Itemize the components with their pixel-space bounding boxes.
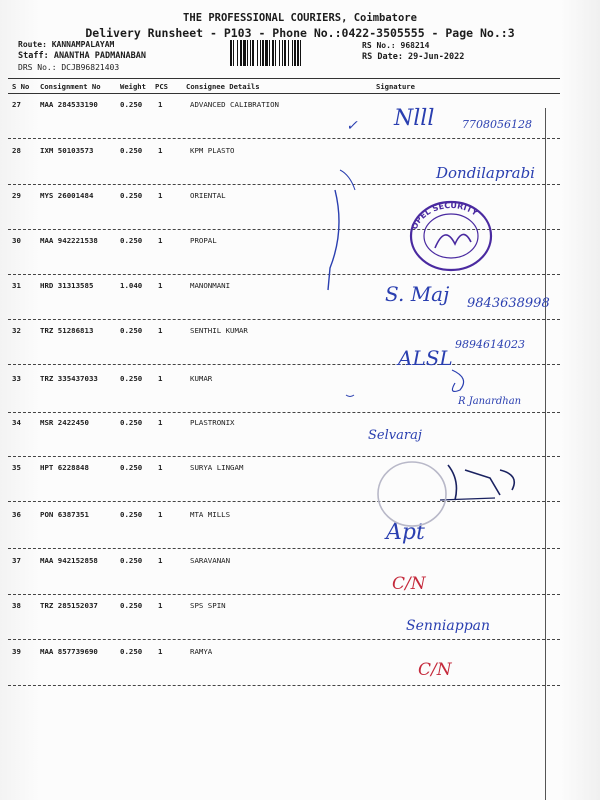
- col-header-consignee: Consignee Details: [186, 82, 260, 91]
- svg-text:OPEL SECURITY: [410, 201, 480, 231]
- row-30-weight: 0.250: [120, 236, 143, 245]
- row-37-consignee: SARAVANAN: [190, 556, 231, 565]
- row-35-weight: 0.250: [120, 463, 143, 472]
- faint-stamp: [372, 456, 452, 532]
- row-37-pcs: 1: [158, 556, 163, 565]
- handwritten-signature-34: Selvaraj: [368, 428, 422, 443]
- row-35-pcs: 1: [158, 463, 163, 472]
- handwritten-phone-31: 9843638998: [467, 296, 550, 311]
- row-29-consignment: MYS 26001484: [40, 191, 94, 200]
- row-35-consignee: SURYA LINGAM: [190, 463, 244, 472]
- col-header-weight: Weight: [120, 82, 146, 91]
- row-39-pcs: 1: [158, 647, 163, 656]
- row-28-weight: 0.250: [120, 146, 143, 155]
- security-stamp: [405, 196, 497, 276]
- row-28-pcs: 1: [158, 146, 163, 155]
- staff-label: Staff: ANANTHA PADMANABAN: [18, 51, 146, 61]
- drs-label: DRS No.: DCJB96821403: [18, 63, 120, 72]
- row-38-weight: 0.250: [120, 601, 143, 610]
- handwritten-cn-39: C/N: [418, 660, 452, 680]
- row-29-sno: 29: [12, 191, 21, 200]
- handwritten-signature-31: S. Maj: [385, 282, 450, 306]
- row-27-consignment: MAA 284533190: [40, 100, 98, 109]
- handwritten-signature-27: Nlll: [394, 106, 435, 131]
- row-38-sno: 38: [12, 601, 21, 610]
- row-35-sno: 35: [12, 463, 21, 472]
- row-39-consignment: MAA 857739690: [40, 647, 98, 656]
- row-39-sno: 39: [12, 647, 21, 656]
- col-header-consignment: Consignment No: [40, 82, 101, 91]
- row-34-sno: 34: [12, 418, 21, 427]
- handwritten-signature-36: Apt: [386, 520, 425, 545]
- row-36-pcs: 1: [158, 510, 163, 519]
- handwritten-phone-27: 7708056128: [462, 118, 532, 131]
- row-31-consignment: HRD 31313585: [40, 281, 94, 290]
- row-29-weight: 0.250: [120, 191, 143, 200]
- row-28-consignee: KPM PLASTO: [190, 146, 235, 155]
- col-header-pcs: PCS: [155, 82, 168, 91]
- stamp-text: OPEL SECURITY: [409, 200, 480, 231]
- row-31-consignee: MANONMANI: [190, 281, 231, 290]
- handwritten-name-33: R Janardhan: [458, 396, 522, 407]
- row-32-consignee: SENTHIL KUMAR: [190, 326, 248, 335]
- row-33-weight: 0.250: [120, 374, 143, 383]
- row-29-consignee: ORIENTAL: [190, 191, 226, 200]
- row-28-sno: 28: [12, 146, 21, 155]
- row-34-pcs: 1: [158, 418, 163, 427]
- handwritten-signature-28: Dondilaprabi: [436, 164, 535, 182]
- row-33-consignment: TRZ 335437033: [40, 374, 98, 383]
- row-38-pcs: 1: [158, 601, 163, 610]
- row-36-consignee: MTA MILLS: [190, 510, 231, 519]
- row-27-pcs: 1: [158, 100, 163, 109]
- row-27-weight: 0.250: [120, 100, 143, 109]
- row-36-sno: 36: [12, 510, 21, 519]
- route-label: Route: KANNAMPALAYAM: [18, 40, 115, 49]
- row-30-sno: 30: [12, 236, 21, 245]
- handwritten-phone-32: 9894614023: [455, 338, 525, 351]
- row-31-weight: 1.040: [120, 281, 143, 290]
- row-37-sno: 37: [12, 556, 21, 565]
- row-38-consignee: SPS SPIN: [190, 601, 226, 610]
- rs-number: RS No.: 968214: [362, 41, 430, 50]
- row-34-weight: 0.250: [120, 418, 143, 427]
- row-32-consignment: TRZ 51286813: [40, 326, 94, 335]
- runsheet-subtitle: Delivery Runsheet - P103 - Phone No.:0422-3505555 - Page No.:3: [85, 26, 515, 40]
- row-34-consignment: MSR 2422450: [40, 418, 89, 427]
- col-header-sno: S No: [12, 82, 30, 91]
- rs-date: RS Date: 29-Jun-2022: [362, 52, 465, 62]
- row-31-sno: 31: [12, 281, 21, 290]
- row-29-pcs: 1: [158, 191, 163, 200]
- row-37-weight: 0.250: [120, 556, 143, 565]
- row-33-consignee: KUMAR: [190, 374, 213, 383]
- row-27-sno: 27: [12, 100, 21, 109]
- col-header-signature: Signature: [376, 82, 415, 91]
- row-36-weight: 0.250: [120, 510, 143, 519]
- row-30-consignee: PROPAL: [190, 236, 217, 245]
- row-31-pcs: 1: [158, 281, 163, 290]
- row-37-consignment: MAA 942152858: [40, 556, 98, 565]
- tick-mark-27: ✓: [346, 118, 358, 134]
- row-32-weight: 0.250: [120, 326, 143, 335]
- company-title: THE PROFESSIONAL COURIERS, Coimbatore: [183, 12, 417, 24]
- row-32-pcs: 1: [158, 326, 163, 335]
- row-30-pcs: 1: [158, 236, 163, 245]
- row-34-consignee: PLASTRONIX: [190, 418, 235, 427]
- row-28-consignment: IXM 50103573: [40, 146, 94, 155]
- row-38-consignment: TRZ 285152037: [40, 601, 98, 610]
- row-36-consignment: PON 6387351: [40, 510, 89, 519]
- row-35-consignment: HPT 6228848: [40, 463, 89, 472]
- row-30-consignment: MAA 942221538: [40, 236, 98, 245]
- row-39-consignee: RAMYA: [190, 647, 213, 656]
- handwritten-cn-37: C/N: [392, 574, 426, 594]
- handwritten-signature-38: Senniappan: [406, 618, 491, 634]
- row-39-weight: 0.250: [120, 647, 143, 656]
- row-32-sno: 32: [12, 326, 21, 335]
- row-33-pcs: 1: [158, 374, 163, 383]
- row-33-sno: 33: [12, 374, 21, 383]
- row-27-consignee: ADVANCED CALIBRATION: [190, 100, 279, 109]
- handwritten-signature-32: ALSL: [398, 346, 453, 370]
